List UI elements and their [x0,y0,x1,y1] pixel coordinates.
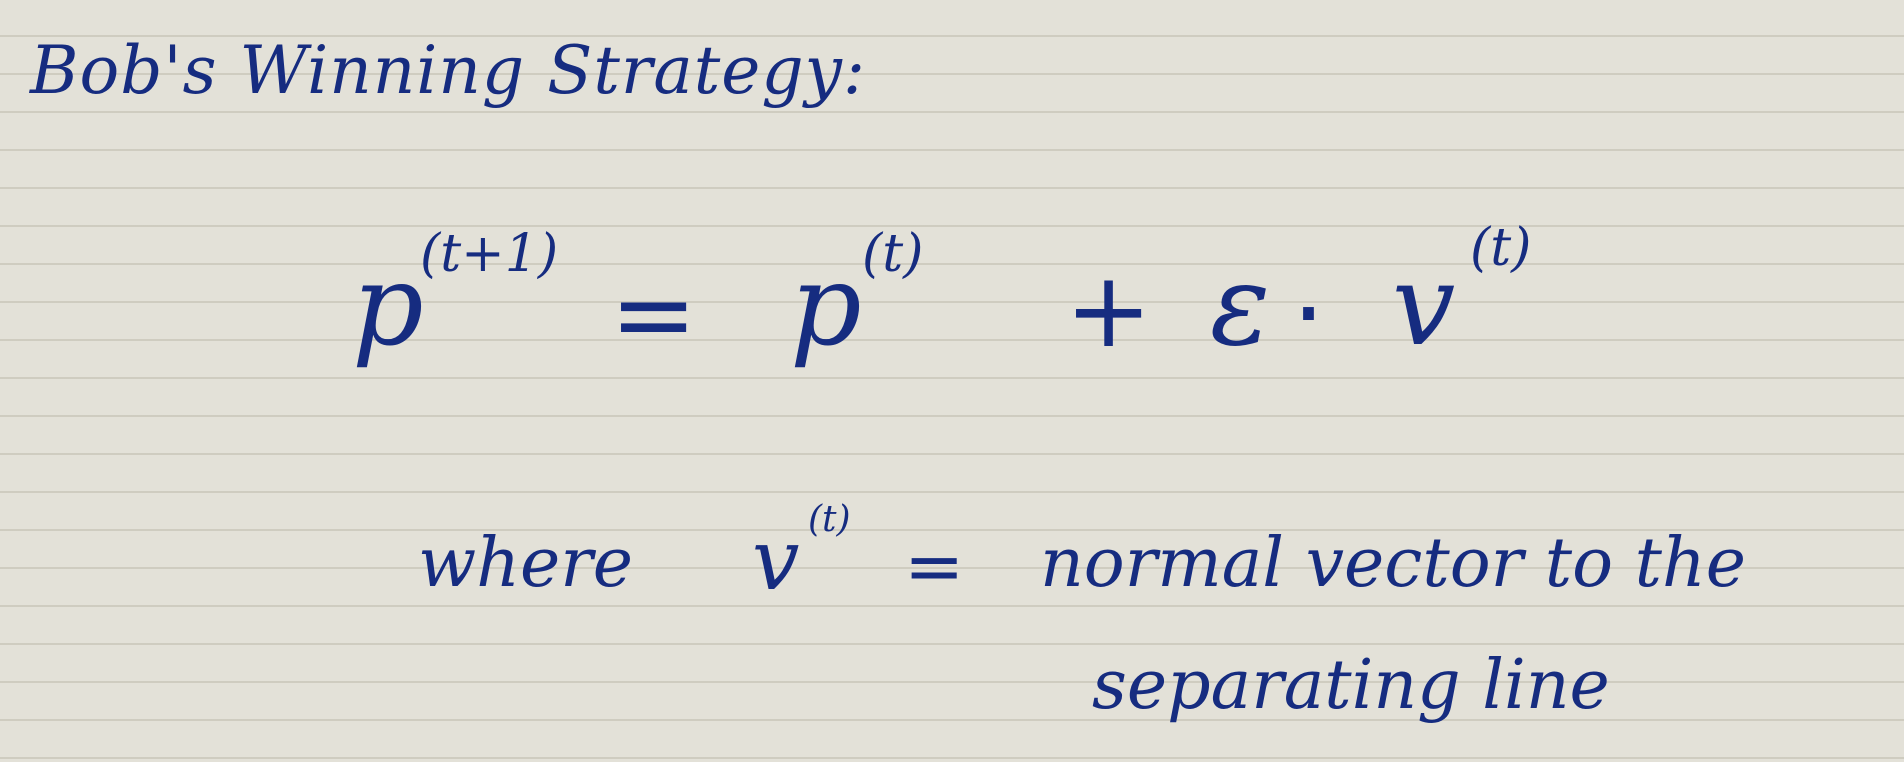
formula-dot: · [1292,253,1326,375]
formula-lhs-superscript: (t+1) [420,224,559,284]
definition-equals: = [904,524,965,608]
formula-rhs-superscript: (t) [862,224,924,284]
definition-line-one: normal vector to the [1040,524,1746,603]
formula-v: v [1392,241,1456,371]
formula-rhs-p: p [790,241,862,371]
formula-epsilon: ε [1210,241,1271,371]
definition-v: v [752,511,800,609]
formula-plus: + [1065,249,1153,371]
definition-line-two: separating line [1092,646,1610,725]
formula-lhs-p: p [352,241,424,371]
page-heading: Bob's Winning Strategy: [30,32,867,109]
where-word: where [418,524,633,603]
formula-equals: = [610,253,698,375]
formula-v-superscript: (t) [1470,218,1532,278]
definition-v-superscript: (t) [808,499,851,540]
